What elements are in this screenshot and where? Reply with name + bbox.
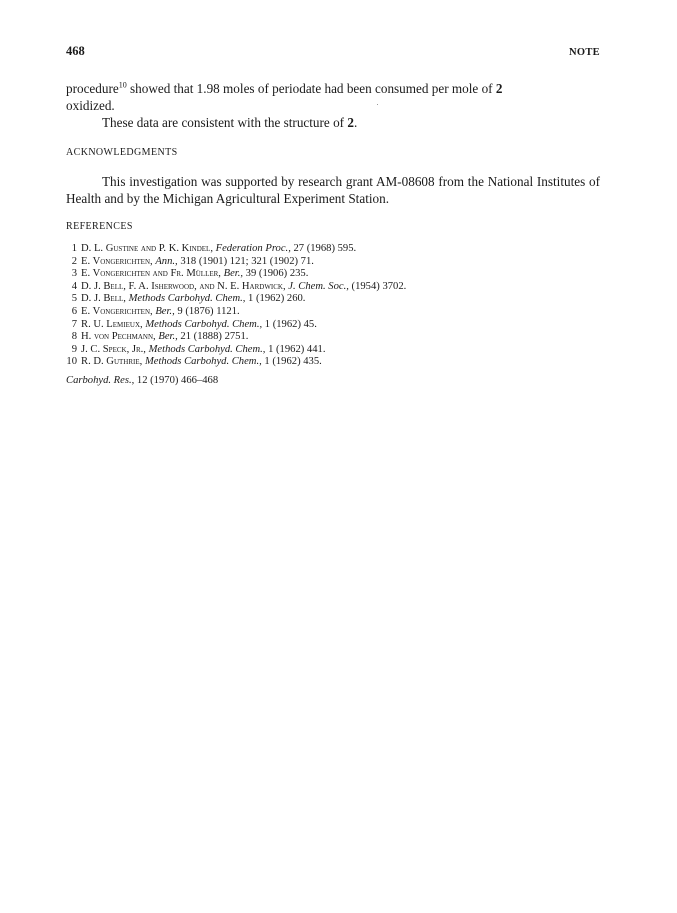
reference-number: 7: [71, 318, 77, 330]
reference-authors: E. Vongerichten,: [81, 255, 153, 267]
reference-detail: 1 (1962) 260.: [245, 293, 306, 305]
reference-item: [66, 344, 600, 357]
body-paragraph-2: [66, 114, 600, 131]
compound-ref-2: 2: [347, 115, 354, 130]
reference-item: [66, 293, 600, 306]
reference-authors: E. Vongerichten,: [81, 305, 153, 317]
reference-detail: 1 (1962) 45.: [262, 318, 317, 330]
reference-number: 6: [71, 305, 77, 317]
reference-authors: R. D. Guthrie,: [81, 356, 143, 368]
reference-item: [66, 306, 600, 319]
reference-text: [81, 331, 248, 344]
reference-list: [66, 243, 600, 369]
acknowledgments-text: This investigation was supported by research grant AM-08608 from the National Institutes of Health and by the Michigan Agricultural Experiment Station.: [66, 174, 600, 206]
reference-number: 10: [66, 356, 77, 368]
reference-journal: Methods Carbohyd. Chem.,: [145, 318, 263, 330]
reference-text: [81, 256, 314, 269]
reference-item: [66, 243, 600, 256]
reference-item: [66, 331, 600, 344]
section-label: NOTE: [569, 47, 600, 58]
reference-text: [81, 319, 317, 332]
reference-authors: R. U. Lemieux,: [81, 318, 143, 330]
journal-footer: [66, 375, 600, 386]
reference-journal: Ber.,: [158, 331, 178, 343]
scan-speck: [377, 104, 378, 105]
reference-journal: Ann.,: [155, 255, 178, 267]
reference-detail: 27 (1968) 595.: [290, 243, 357, 254]
p2-text: These data are consistent with the structure of: [102, 115, 348, 130]
reference-number: 2: [71, 255, 77, 267]
reference-detail: 21 (1888) 2751.: [177, 331, 249, 343]
reference-text: [81, 306, 240, 319]
reference-detail: (1954) 3702.: [348, 280, 407, 292]
reference-detail: 1 (1962) 435.: [261, 356, 322, 368]
reference-number: 4: [71, 280, 77, 292]
reference-detail: 1 (1962) 441.: [265, 343, 326, 355]
reference-number: 1: [71, 243, 77, 254]
reference-journal: J. Chem. Soc.,: [288, 280, 349, 292]
reference-item: [66, 268, 600, 281]
citation-superscript: 10: [118, 80, 127, 90]
reference-authors: D. J. Bell, F. A. Isherwood, and N. E. Hardwick,: [81, 280, 286, 292]
reference-text: [81, 356, 322, 369]
reference-text: [81, 281, 406, 294]
reference-journal: Methods Carbohyd. Chem.,: [148, 343, 266, 355]
reference-authors: J. C. Speck, Jr.,: [81, 343, 146, 355]
p2-end: .: [353, 115, 358, 130]
reference-number: 3: [71, 268, 77, 280]
reference-number: 9: [71, 343, 77, 355]
footer-detail: 12 (1970) 466–468: [134, 374, 219, 386]
reference-authors: H. von Pechmann,: [81, 331, 156, 343]
p1-line2: oxidized.: [66, 98, 115, 113]
page-number: 468: [66, 44, 85, 58]
reference-authors: D. J. Bell,: [81, 293, 126, 305]
reference-number: 5: [71, 293, 77, 305]
reference-number: 8: [71, 331, 77, 343]
references-heading: REFERENCES: [66, 221, 133, 232]
compound-ref: 2: [495, 81, 503, 96]
reference-journal: Methods Carbohyd. Chem.,: [144, 356, 262, 368]
reference-detail: 39 (1906) 235.: [243, 268, 309, 280]
p1-rest: showed that 1.98 moles of periodate had been consumed per mole of: [126, 81, 496, 96]
page-header: [66, 44, 600, 60]
reference-detail: 9 (1876) 1121.: [174, 305, 240, 317]
reference-text: [81, 344, 325, 357]
reference-journal: Ber.,: [223, 268, 244, 280]
reference-item: [66, 319, 600, 332]
reference-authors: D. L. Gustine and P. K. Kindel,: [81, 243, 213, 254]
journal-page: [66, 44, 600, 386]
acknowledgments-heading: ACKNOWLEDGMENTS: [66, 147, 178, 158]
body-paragraph-1: [66, 80, 600, 114]
reference-authors: E. Vongerichten and Fr. Müller,: [81, 268, 221, 280]
reference-text: [81, 293, 305, 306]
reference-journal: Ber.,: [155, 305, 175, 317]
reference-journal: Federation Proc.,: [215, 243, 291, 254]
reference-text: [81, 268, 308, 281]
reference-detail: 318 (1901) 121; 321 (1902) 71.: [177, 255, 314, 267]
reference-item: [66, 256, 600, 269]
footer-journal: Carbohyd. Res.,: [66, 374, 135, 386]
reference-journal: Methods Carbohyd. Chem.,: [128, 293, 246, 305]
reference-text: [81, 243, 356, 256]
reference-item: [66, 356, 600, 369]
reference-item: [66, 281, 600, 294]
p1-text: procedure: [66, 81, 119, 96]
